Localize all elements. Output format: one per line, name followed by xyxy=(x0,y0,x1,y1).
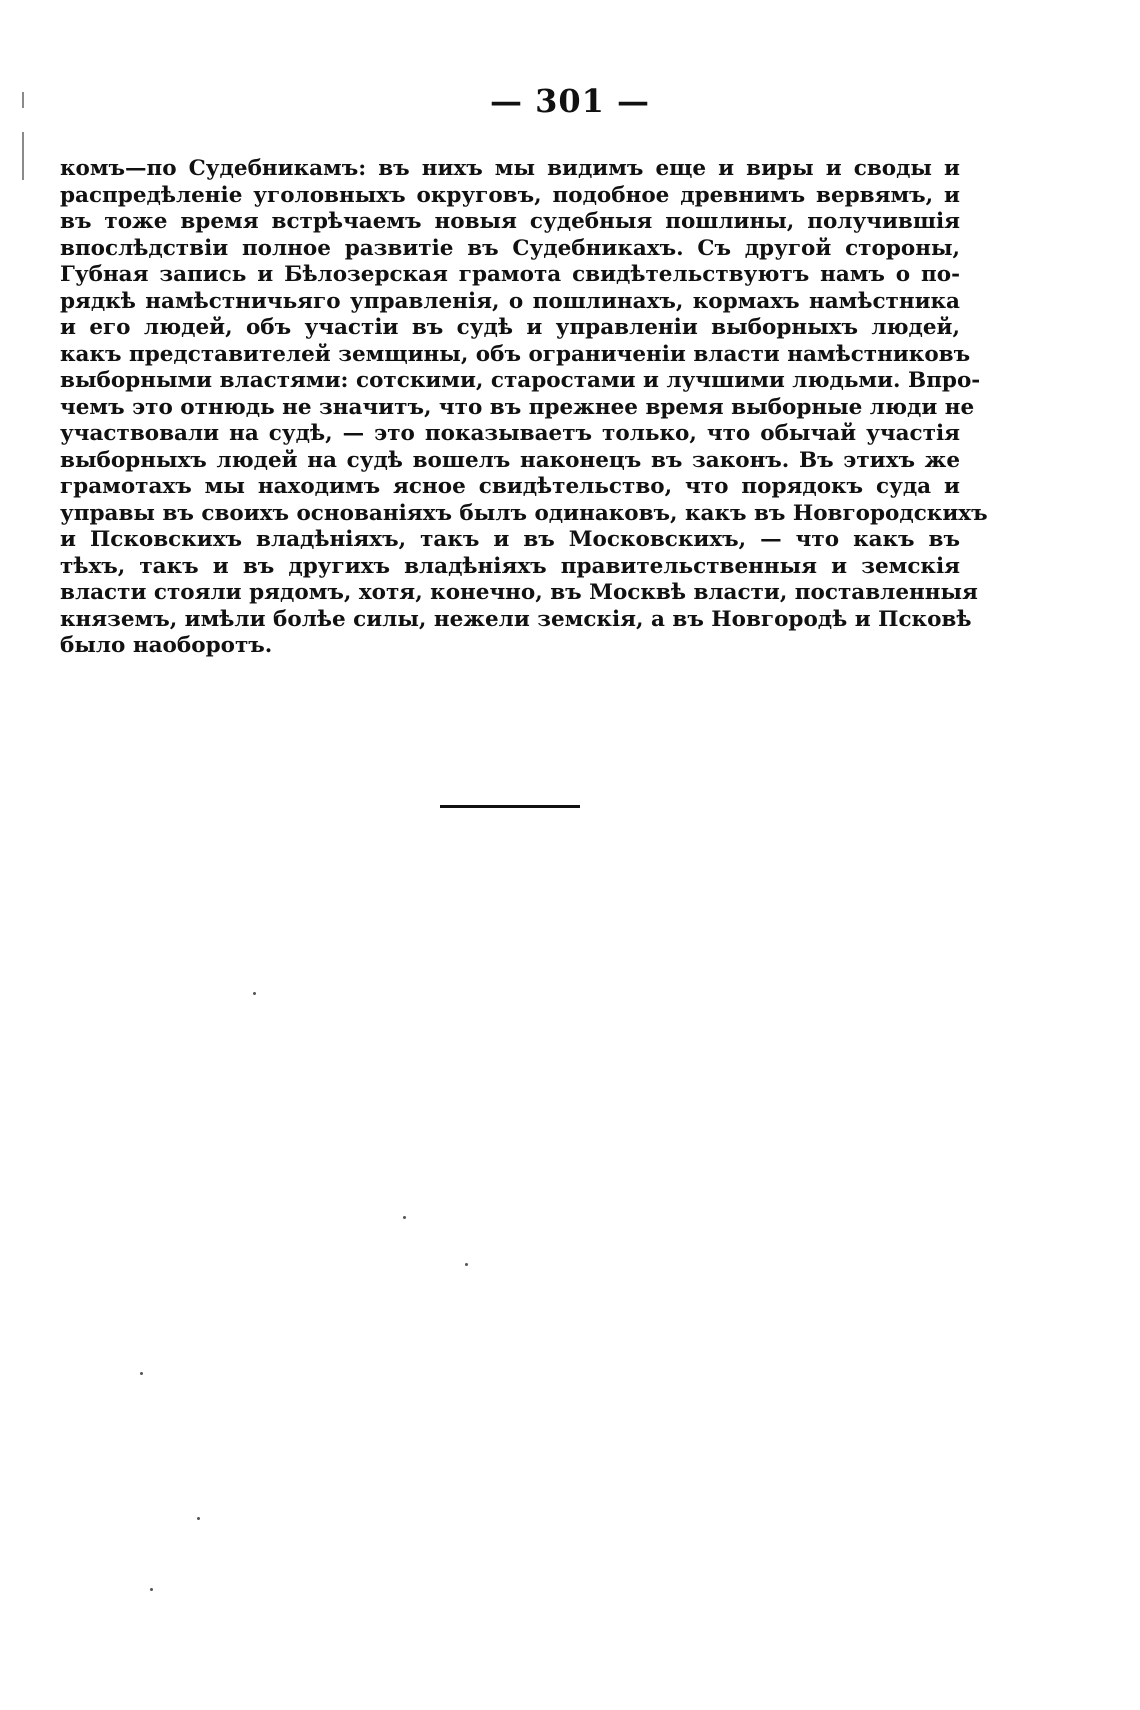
text-line: участвовали на судѣ, — это показываетъ только, что обычай участія xyxy=(60,421,960,446)
section-end-rule xyxy=(440,805,580,808)
text-line: было наоборотъ. xyxy=(60,633,273,658)
text-line: Губная запись и Бѣлозерская грамота свидѣтельствуютъ намъ о по- xyxy=(60,262,960,287)
text-line: и Псковскихъ владѣніяхъ, такъ и въ Московскихъ, — что какъ въ xyxy=(60,527,960,552)
text-line: княземъ, имѣли болѣе силы, нежели земскія, а въ Новгородѣ и Псковѣ xyxy=(60,606,972,632)
scan-speck xyxy=(197,1517,200,1520)
scan-speck xyxy=(253,992,256,995)
scan-speck xyxy=(140,1372,143,1375)
body-paragraph xyxy=(60,156,988,660)
scan-speck xyxy=(150,1588,153,1591)
text-line: комъ—по Судебникамъ: въ нихъ мы видимъ еще и виры и своды и xyxy=(60,156,960,181)
scan-speck xyxy=(403,1216,406,1219)
text-line: власти стояли рядомъ, хотя, конечно, въ Москвѣ власти, поставленныя xyxy=(60,580,978,605)
text-line: впослѣдствіи полное развитіе въ Судебникахъ. Съ другой стороны, xyxy=(60,235,960,261)
page-number: — 301 — xyxy=(489,82,651,120)
left-margin-mark-lower xyxy=(22,132,24,180)
text-line: распредѣленіе уголовныхъ округовъ, подобное древнимъ вервямъ, и xyxy=(60,182,960,208)
text-line: какъ представителей земщины, объ ограниченіи власти намѣстниковъ xyxy=(60,341,971,367)
text-line: чемъ это отнюдь не значитъ, что въ прежнее время выборные люди не xyxy=(60,394,975,420)
text-line: и его людей, объ участіи въ судѣ и управленіи выборныхъ людей, xyxy=(60,315,960,340)
text-line: выборныхъ людей на судѣ вошелъ наконецъ въ законъ. Въ этихъ же xyxy=(60,447,960,473)
text-line: выборными властями: сотскими, старостами и лучшими людьми. Впро- xyxy=(60,368,981,393)
text-line: рядкѣ намѣстничьяго управленія, о пошлинахъ, кормахъ намѣстника xyxy=(60,288,960,314)
text-line: въ тоже время встрѣчаемъ новыя судебныя пошлины, получившія xyxy=(60,209,960,234)
text-line: управы въ своихъ основаніяхъ былъ одинаковъ, какъ въ Новгородскихъ xyxy=(60,500,988,526)
scan-speck xyxy=(465,1263,468,1266)
text-line: тѣхъ, такъ и въ другихъ владѣніяхъ правительственныя и земскія xyxy=(60,553,960,579)
text-line: грамотахъ мы находимъ ясное свидѣтельство, что порядокъ суда и xyxy=(60,474,960,499)
